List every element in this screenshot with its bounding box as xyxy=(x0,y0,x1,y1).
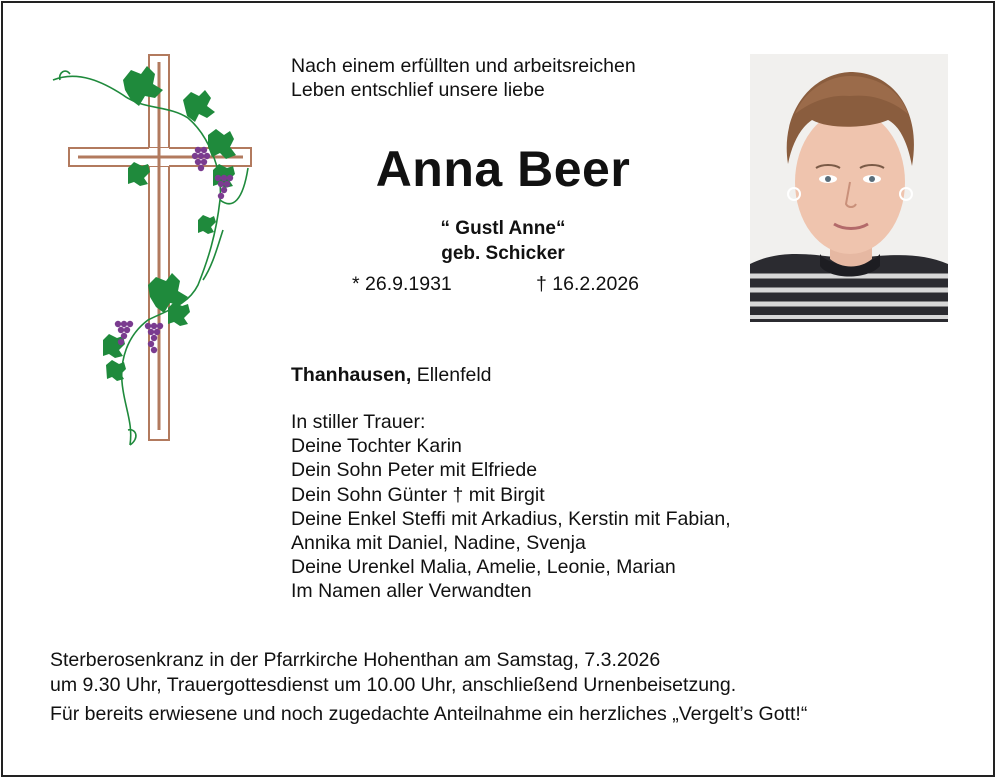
service-line-1: Sterberosenkranz in der Pfarrkirche Hohenthan am Samstag, 7.3.2026 xyxy=(50,649,661,671)
cross-with-vine-icon xyxy=(48,50,258,450)
service-line-2: um 9.30 Uhr, Trauergottesdienst um 10.00 Uhr, anschließend Urnenbeisetzung. xyxy=(50,674,737,696)
portrait-photo xyxy=(750,54,948,322)
deceased-name: Anna Beer xyxy=(375,141,631,197)
deceased-birth-name: geb. Schicker xyxy=(441,243,565,264)
death-date: † 16.2.2026 xyxy=(536,273,640,295)
mourners-list xyxy=(291,410,731,604)
mourner-line: Annika mit Daniel, Nadine, Svenja xyxy=(291,532,586,555)
birth-date: * 26.9.1931 xyxy=(352,273,452,295)
intro-line-2: Leben entschlief unsere liebe xyxy=(291,79,545,101)
intro-text xyxy=(291,54,636,102)
deceased-nickname: “ Gustl Anne“ xyxy=(440,218,566,239)
residence xyxy=(291,364,492,387)
mourner-line: In stiller Trauer: xyxy=(291,411,426,433)
residence-town: Thanhausen, xyxy=(291,364,412,386)
cross-icon xyxy=(69,55,251,440)
mourner-line: Deine Urenkel Malia, Amelie, Leonie, Marian xyxy=(291,556,676,579)
mourner-line: Im Namen aller Verwandten xyxy=(291,580,532,603)
residence-district: Ellenfeld xyxy=(416,364,492,386)
thanks-text: Für bereits erwiesene und noch zugedachte Anteilnahme ein herzliches „Vergelt’s Gott!“ xyxy=(50,703,808,725)
service-info xyxy=(50,648,736,698)
mourner-line: Deine Enkel Steffi mit Arkadius, Kerstin mit Fabian, xyxy=(291,507,731,530)
intro-line-1: Nach einem erfüllten und arbeitsreichen xyxy=(291,55,636,77)
mourner-line: Deine Tochter Karin xyxy=(291,435,462,458)
mourner-line: Dein Sohn Günter † mit Birgit xyxy=(291,483,545,506)
mourner-line: Dein Sohn Peter mit Elfriede xyxy=(291,459,538,482)
